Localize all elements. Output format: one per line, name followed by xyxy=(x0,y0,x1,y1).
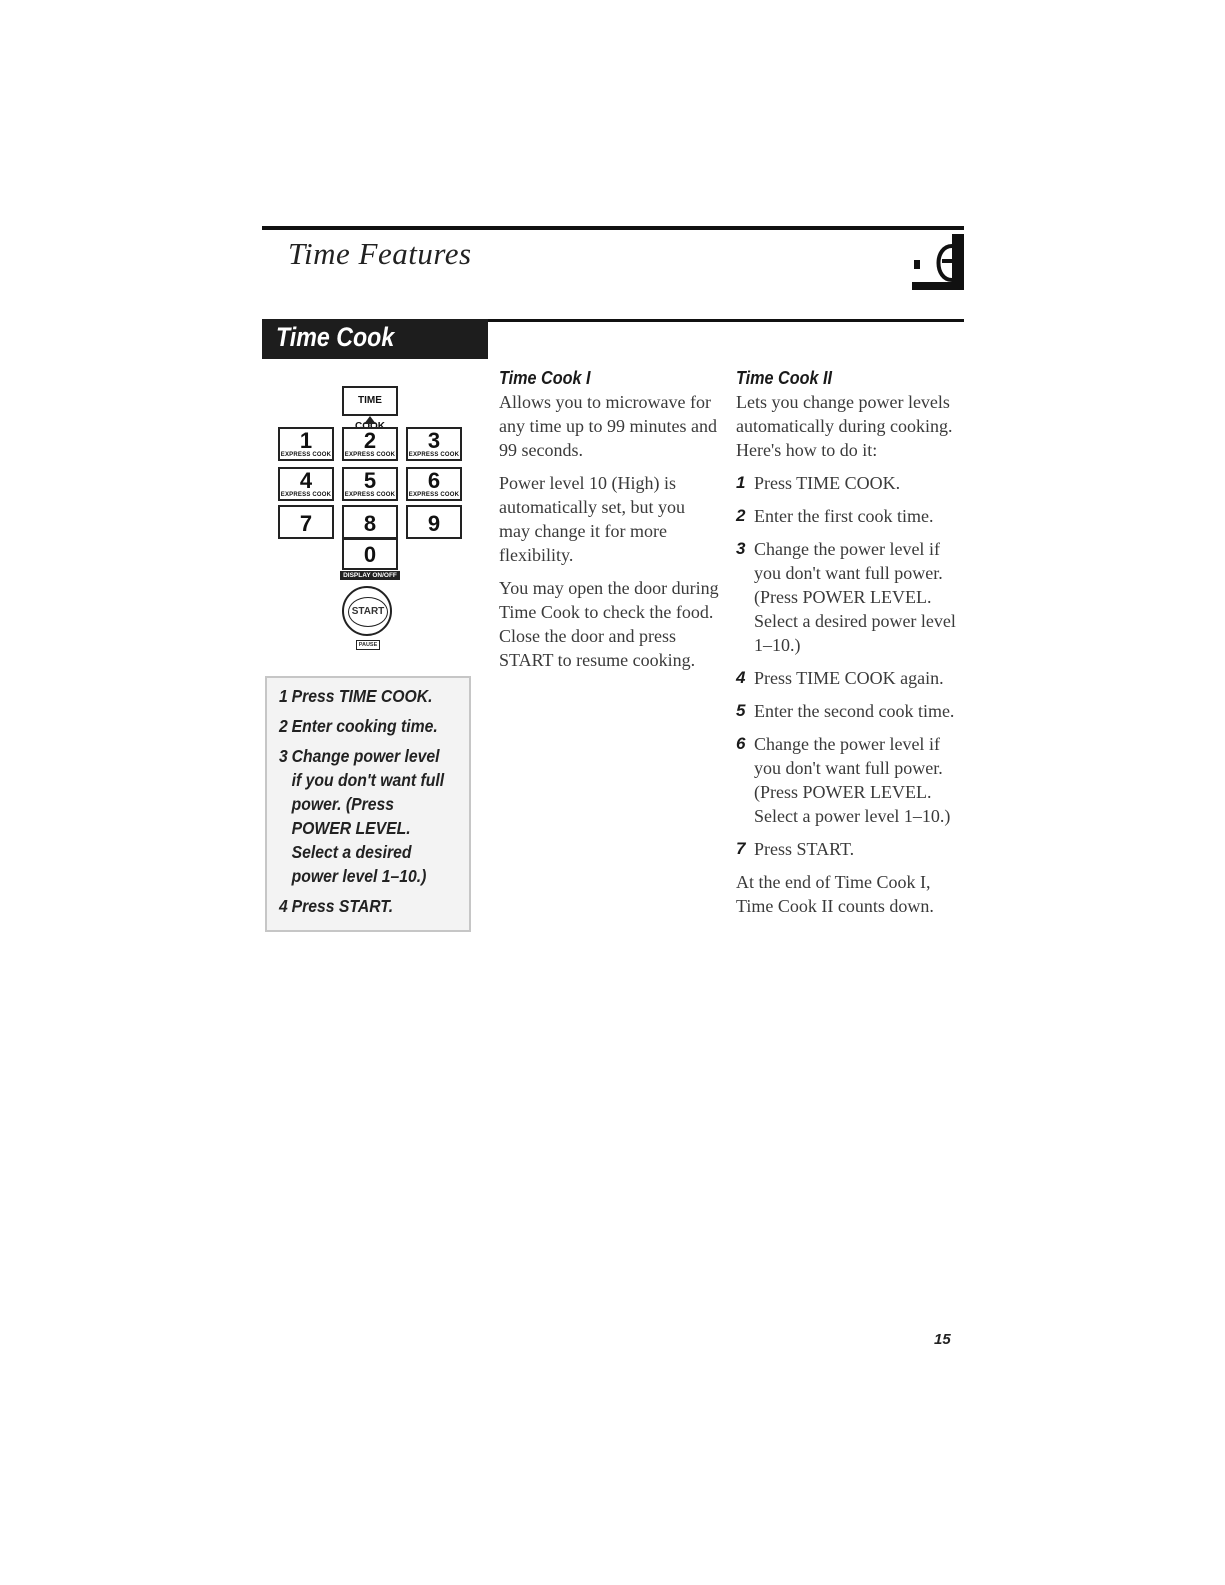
key-1: 1 EXPRESS COOK xyxy=(278,427,334,461)
time-cook-2-column xyxy=(736,366,966,927)
time-cook-arrow-icon xyxy=(364,416,376,424)
time-cook-1-paragraph: You may open the door during Time Cook to check the food. Close the door and press START to resume cooking. xyxy=(499,578,719,670)
time-cook-2-step: 5 Enter the second cook time. xyxy=(736,701,955,721)
display-on-off-label: DISPLAY ON/OFF xyxy=(340,571,400,580)
time-cook-2-intro: Lets you change power levels automatically during cooking. Here's how to do it: xyxy=(736,392,953,460)
time-cook-2-step: 7 Press START. xyxy=(736,839,855,859)
time-cook-2-step: 6 Change the power level if you don't want full power. (Press POWER LEVEL. Select a power level 1–10.) xyxy=(736,734,951,826)
key-6: 6 EXPRESS COOK xyxy=(406,467,462,501)
pause-label: PAUSE xyxy=(356,640,380,650)
microwave-tab-icon xyxy=(912,234,964,290)
time-cook-2-steps xyxy=(736,471,966,861)
key-3: 3 EXPRESS COOK xyxy=(406,427,462,461)
time-cook-1-heading: Time Cook I xyxy=(499,368,591,388)
key-8: 8 xyxy=(342,505,398,539)
key-4: 4 EXPRESS COOK xyxy=(278,467,334,501)
time-cook-2-step: 4 Press TIME COOK again. xyxy=(736,668,944,688)
time-cook-2-step: 2 Enter the first cook time. xyxy=(736,506,934,526)
key-5: 5 EXPRESS COOK xyxy=(342,467,398,501)
quick-step: 1 Press TIME COOK. xyxy=(279,686,433,706)
time-cook-2-step: 1 Press TIME COOK. xyxy=(736,473,901,493)
quick-step: 4 Press START. xyxy=(279,896,394,916)
page-title: Time Features xyxy=(288,236,472,271)
quick-steps-box xyxy=(265,676,471,932)
start-button-illustration: START xyxy=(342,586,392,636)
section-rule xyxy=(488,319,964,322)
time-cook-1-paragraph: Allows you to microwave for any time up to 99 minutes and 99 seconds. xyxy=(499,392,717,460)
page-number: 15 xyxy=(934,1331,951,1348)
time-cook-1-paragraph: Power level 10 (High) is automatically set, but you may change it for more flexibility. xyxy=(499,473,685,565)
time-cook-2-step: 3 Change the power level if you don't want full power. (Press POWER LEVEL. Select a desired power level 1–10.) xyxy=(736,539,956,655)
key-9: 9 xyxy=(406,505,462,539)
time-cook-key: TIME xyxy=(342,386,398,416)
time-cook-2-heading: Time Cook II xyxy=(736,368,833,388)
key-0: 0 xyxy=(342,538,398,570)
keypad-illustration xyxy=(262,370,474,660)
time-cook-1-column xyxy=(499,366,719,681)
section-title: Time Cook xyxy=(276,322,395,352)
key-2: 2 EXPRESS COOK xyxy=(342,427,398,461)
header-rule xyxy=(262,226,964,230)
quick-step: 2 Enter cooking time. xyxy=(279,716,438,736)
time-cook-2-outro: At the end of Time Cook I, Time Cook II counts down. xyxy=(736,872,934,916)
quick-step: 3 Change power level if you don't want full power. (Press POWER LEVEL. Select a desired power level 1–10.) xyxy=(279,746,445,886)
key-7: 7 xyxy=(278,505,334,539)
